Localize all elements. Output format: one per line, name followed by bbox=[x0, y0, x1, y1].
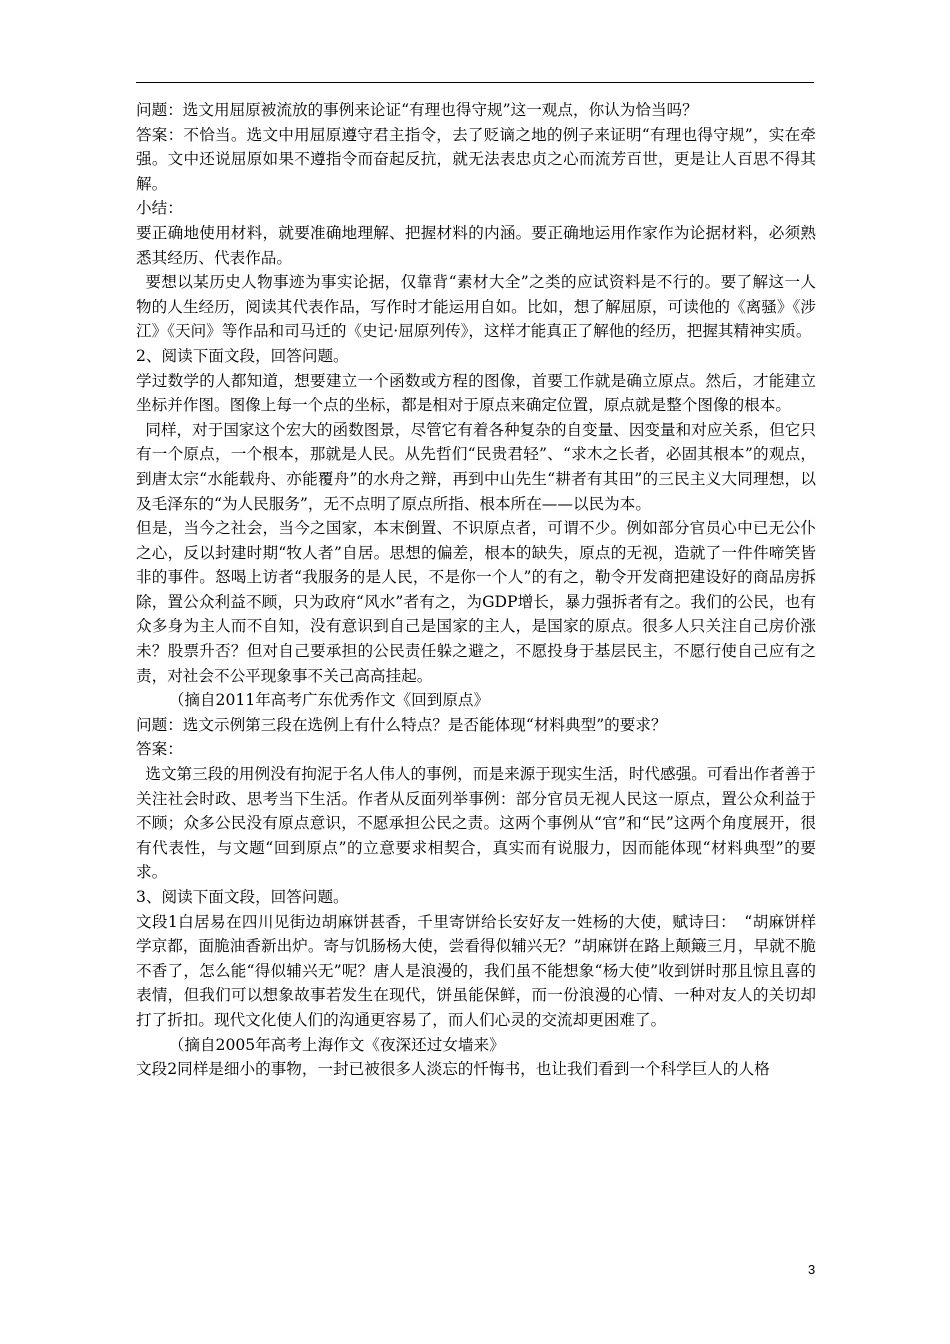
passage-2-para-3: 但是，当今之社会，当今之国家，本末倒置、不识原点者，可谓不少。例如部分官员心中已无公仆之心，反以封建时期“牧人者”自居。思想的偏差，根本的缺失，原点的无视，造就了一件件啼笑皆非的事件。怒喝上访者“我服务的是人民，不是你一个人”的有之，勒令开发商把建设好的商品房拆除，置公众利益不顾，只为政府“风水”者有之，为GDP增长，暴力强拆者有之。我们的公民，也有众多身为主人而不自知，没有意识到自己是国家的主人，是国家的原点。很多人只关注自己房价涨未？股票升否？但对自己要承担的公民责任躲之避之，不愿投身于基层民主，不愿行使自己应有之责，对社会不公平现象事不关己高高挂起。 bbox=[136, 519, 816, 685]
passage-3-source: （摘自2005年高考上海作文《夜深还过女墙来》 bbox=[168, 1035, 505, 1054]
document-body bbox=[136, 98, 816, 1082]
passage-2-source: （摘自2011年高考广东优秀作文《回到原点》 bbox=[168, 691, 490, 710]
page-number: 3 bbox=[808, 1262, 816, 1277]
question-1: 问题：选文用屈原被流放的事例来论证“有理也得守规”这一观点，你认为恰当吗？ bbox=[136, 101, 698, 119]
exercise-2-heading: 2、阅读下面文段，回答问题。 bbox=[136, 346, 349, 365]
header-rule bbox=[136, 82, 814, 83]
passage-2-para-1: 学过数学的人都知道，想要建立一个函数或方程的图像，首要工作就是确立原点。然后，才能建立坐标并作图。图像上每一个点的坐标，都是相对于原点来确定位置，原点就是整个图像的根本。 bbox=[136, 371, 816, 415]
summary-detail: 要想以某历史人物事迹为事实论据，仅靠背“素材大全”之类的应试资料是不行的。要了解这一人物的人生经历，阅读其代表作品，写作时才能运用自如。比如，想了解屈原，可读他的《离骚》《涉江》《天问》等作品和司马迁的《史记·屈原列传》，这样才能真正了解他的经历，把握其精神实质。 bbox=[136, 273, 816, 341]
exercise-3-heading: 3、阅读下面文段，回答问题。 bbox=[136, 888, 349, 906]
answer-2-text: 选文第三段的用例没有拘泥于名人伟人的事例，而是来源于现实生活，时代感强。可看出作者善于关注社会时政、思考当下生活。作者从反面列举事例：部分官员无视人民这一原点，置公众利益于不顾；众多公民没有原点意识，不愿承担公民之责。这两个事例从“官”和“民”这两个角度展开，很有代表性，与文题“回到原点”的立意要求相契合，真实而有说服力，因而能体现“材料典型”的要求。 bbox=[136, 765, 816, 882]
passage-2-para-2: 同样，对于国家这个宏大的函数图景，尽管它有着各种复杂的自变量、因变量和对应关系，但它只有一个原点，一个根本，那就是人民。从先哲们“民贵君轻”、“求木之长者，必固其根本”的观点，到唐太宗“水能载舟、亦能覆舟”的水舟之辩，再到中山先生“耕者有其田”的三民主义大同理想，以及毛泽东的“为人民服务”，无不点明了原点所指、根本所在——以民为本。 bbox=[136, 420, 816, 513]
summary-heading: 小结： bbox=[136, 199, 183, 218]
summary-text: 要正确地使用材料，就要准确地理解、把握材料的内涵。要正确地运用作家作为论据材料，必须熟悉其经历、代表作品。 bbox=[136, 223, 816, 267]
passage-3-segment-1: 文段1白居易在四川见街边胡麻饼甚香，千里寄饼给长安好友一姓杨的大使，赋诗曰： “胡麻饼样学京都，面脆油香新出炉。寄与饥肠杨大使，尝看得似辅兴无？”胡麻饼在路上颠簸三月，早就不脆不香了，怎么能“得似辅兴无”呢？唐人是浪漫的，我们虽不能想象“杨大使”收到饼时那且惊且喜的表情，但我们可以想象故事若发生在现代，饼虽能保鲜，而一份浪漫的心情、一种对友人的关切却打了折扣。现代文化使人们的沟通更容易了，而人们心灵的交流却更困难了。 bbox=[136, 912, 816, 1029]
question-2: 问题：选文示例第三段在选例上有什么特点？是否能体现“材料典型”的要求？ bbox=[136, 715, 667, 734]
answer-1: 答案：不恰当。选文中用屈原遵守君主指令，去了贬谪之地的例子来证明“有理也得守规”，实在牵强。文中还说屈原如果不遵指令而奋起反抗，就无法表忠贞之心而流芳百世，更是让人百思不得其解。 bbox=[136, 125, 816, 193]
answer-2-heading: 答案： bbox=[136, 740, 183, 759]
passage-3-segment-2: 文段2同样是细小的事物，一封已被很多人淡忘的忏悔书，也让我们看到一个科学巨人的人格 bbox=[136, 1060, 770, 1079]
